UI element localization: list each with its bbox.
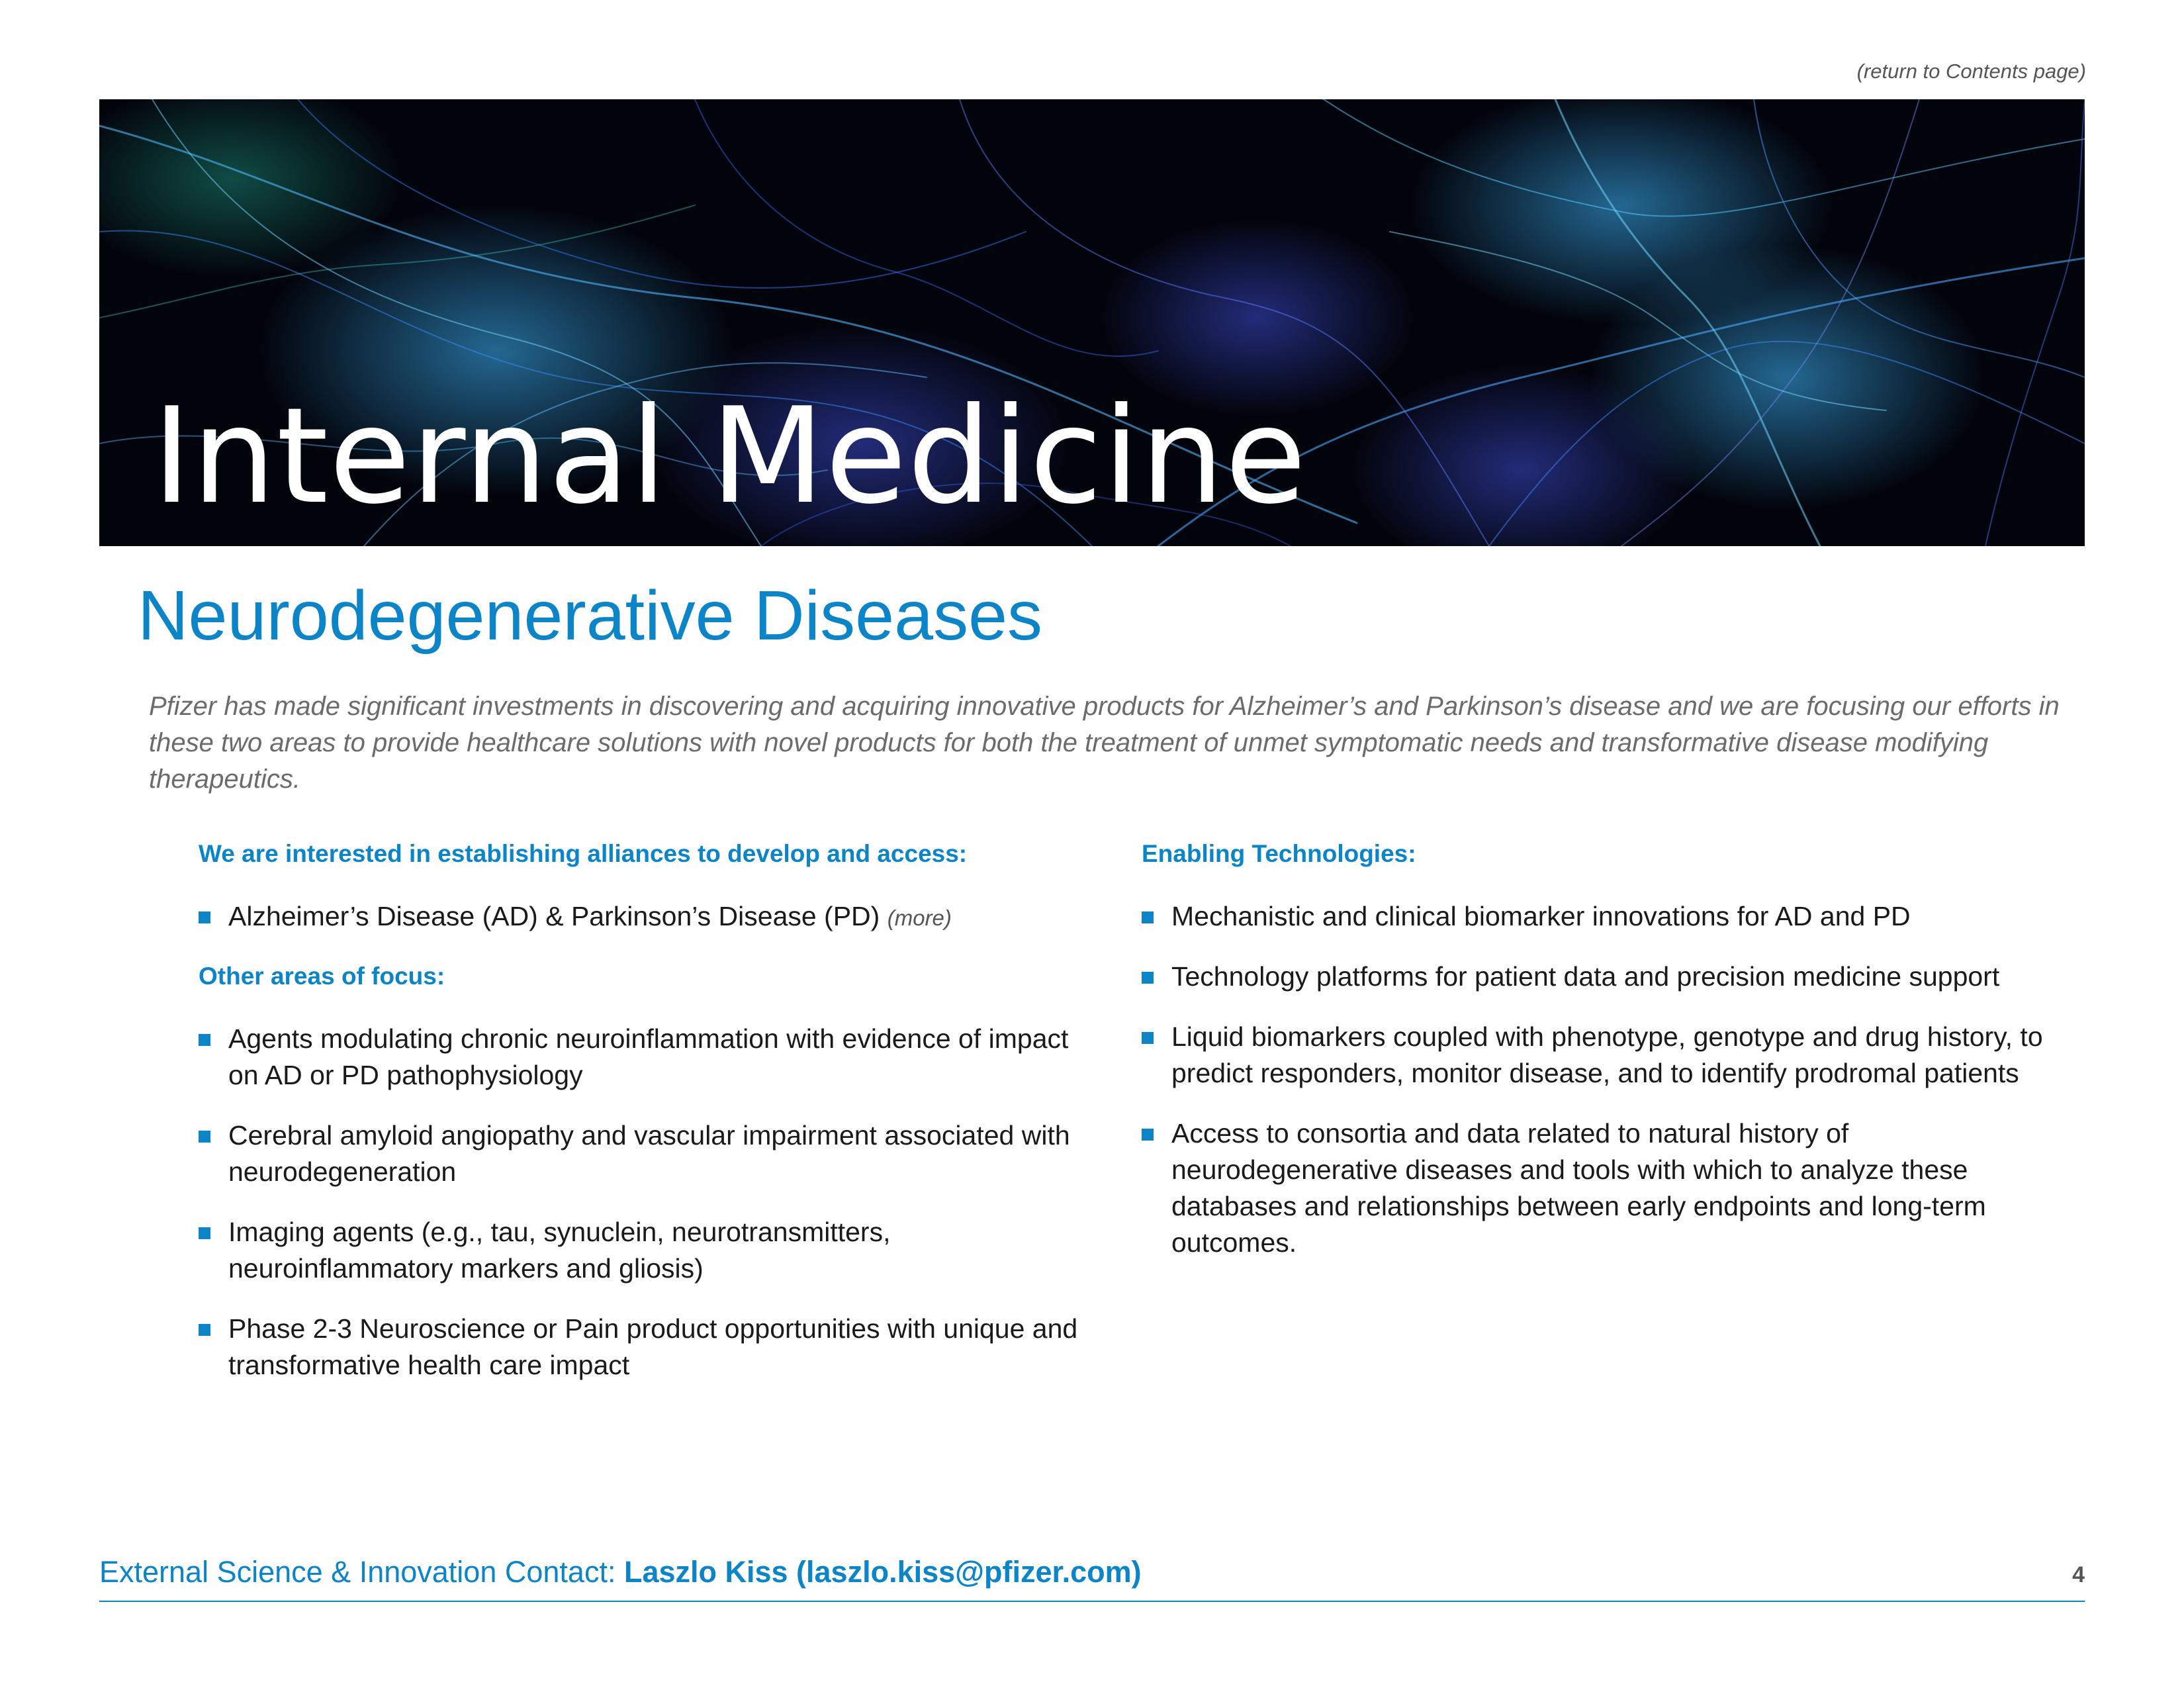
enabling-technologies-heading: Enabling Technologies: bbox=[1142, 840, 1416, 867]
more-link[interactable]: (more) bbox=[887, 906, 952, 930]
list-item bbox=[1142, 959, 2055, 995]
alliances-heading: We are interested in establishing alliances to develop and access: bbox=[199, 840, 968, 867]
list-item bbox=[1142, 898, 2055, 935]
footer-contact-email-link[interactable]: Laszlo Kiss (laszlo.kiss@pfizer.com) bbox=[623, 1555, 1142, 1589]
left-column bbox=[199, 837, 1079, 1407]
list-item bbox=[1142, 1019, 2055, 1092]
list-item-text: Liquid biomarkers coupled with phenotype, genotype and drug history, to predict responders, monitor disease, and to identify prodromal patients bbox=[1171, 1021, 2043, 1088]
list-item-text: Imaging agents (e.g., tau, synuclein, neurotransmitters, neuroinflammatory markers and gliosis) bbox=[228, 1217, 891, 1284]
bullet-square-icon bbox=[199, 1324, 210, 1336]
right-column bbox=[1142, 837, 2055, 1285]
enabling-technologies-list bbox=[1142, 898, 2055, 1261]
list-item-text: Access to consortia and data related to natural history of neurodegenerative diseases and tools with which to analyze these databases and relationships between early endpoints and long-term outcomes. bbox=[1171, 1118, 1986, 1258]
list-item bbox=[199, 1214, 1079, 1287]
list-item bbox=[199, 1021, 1079, 1094]
list-item bbox=[199, 1311, 1079, 1383]
footer-contact-label: External Science & Innovation Contact: bbox=[99, 1555, 624, 1589]
bullet-square-icon bbox=[199, 912, 210, 923]
banner-title: Internal Medicine bbox=[152, 379, 1307, 534]
bullet-square-icon bbox=[1142, 972, 1154, 984]
list-item-text: Phase 2-3 Neuroscience or Pain product opportunities with unique and transformative health care impact bbox=[228, 1313, 1078, 1380]
list-item bbox=[1142, 1115, 2055, 1261]
return-to-contents-link[interactable]: (return to Contents page) bbox=[1856, 60, 2086, 83]
footer-contact bbox=[99, 1552, 1142, 1592]
bullet-square-icon bbox=[1142, 912, 1154, 923]
section-intro: Pfizer has made significant investments in discovering and acquiring innovative products for Alzheimer’s and Parkinson’s disease and we are focusing our efforts in these two areas to provide healthcare solutions with novel products for both the treatment of unmet symptomatic needs and transformative disease modifying therapeutics. bbox=[149, 692, 2060, 794]
bullet-square-icon bbox=[199, 1227, 210, 1239]
list-item bbox=[199, 1117, 1079, 1190]
list-item-text: Mechanistic and clinical biomarker innovations for AD and PD bbox=[1171, 901, 1911, 931]
other-areas-list bbox=[199, 1021, 1079, 1383]
header-banner bbox=[99, 99, 2085, 546]
page-number: 4 bbox=[2072, 1562, 2085, 1587]
list-item-text: Alzheimer’s Disease (AD) & Parkinson’s Disease (PD) bbox=[228, 901, 880, 931]
other-areas-heading: Other areas of focus: bbox=[199, 962, 445, 990]
list-item-text: Cerebral amyloid angiopathy and vascular impairment associated with neurodegeneration bbox=[228, 1120, 1070, 1187]
list-item-text: Agents modulating chronic neuroinflammation with evidence of impact on AD or PD pathophysiology bbox=[228, 1023, 1069, 1090]
alliances-list bbox=[199, 898, 1079, 936]
bullet-square-icon bbox=[199, 1131, 210, 1143]
list-item bbox=[199, 898, 1079, 936]
footer-divider bbox=[99, 1601, 2085, 1602]
list-item-text: Technology platforms for patient data and precision medicine support bbox=[1171, 961, 2000, 992]
bullet-square-icon bbox=[1142, 1129, 1154, 1141]
bullet-square-icon bbox=[199, 1034, 210, 1046]
bullet-square-icon bbox=[1142, 1032, 1154, 1044]
section-title: Neurodegenerative Diseases bbox=[138, 577, 1043, 655]
